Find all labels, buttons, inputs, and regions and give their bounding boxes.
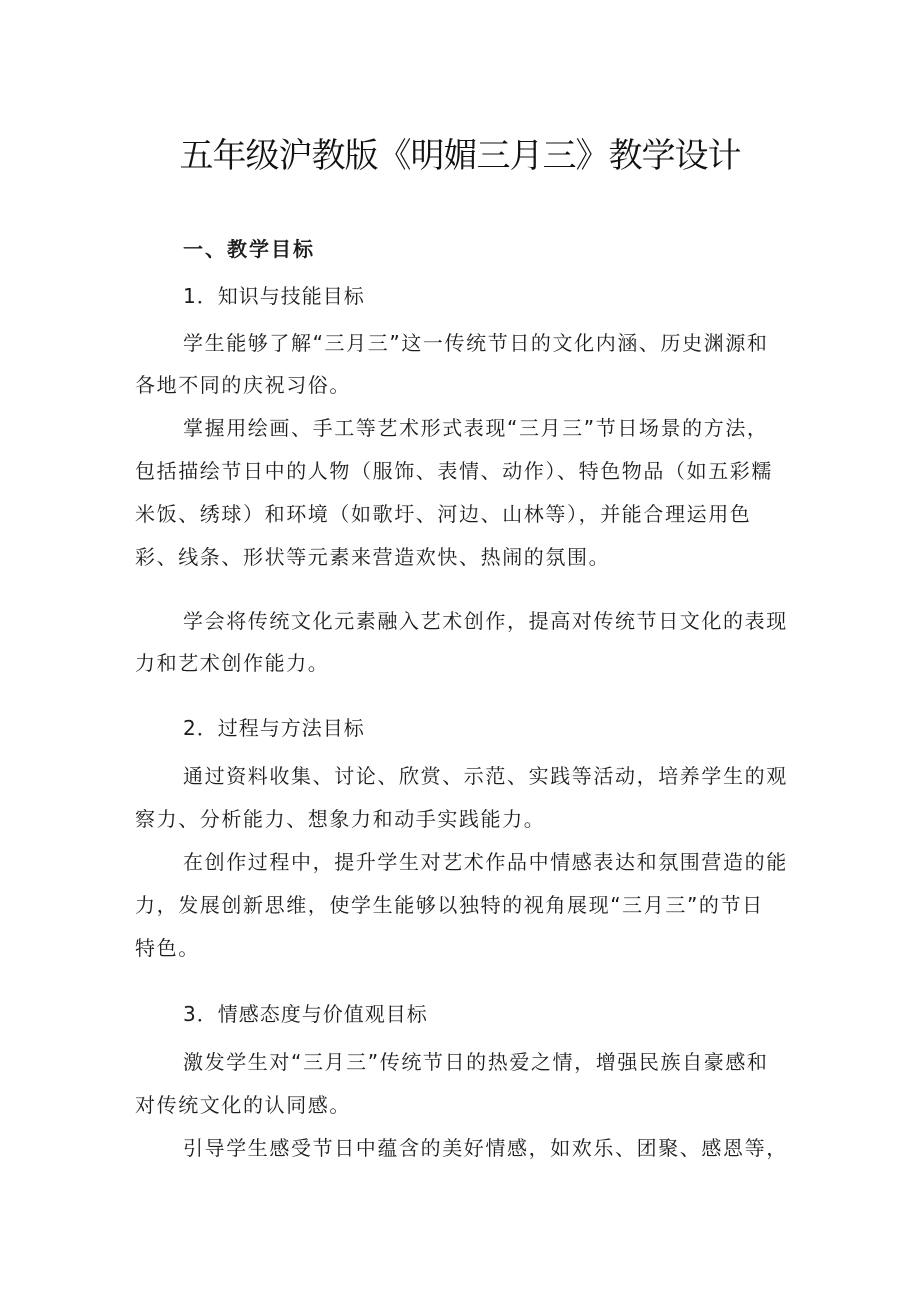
paragraph-line: 米饭、绣球）和环境（如歌圩、河边、山林等），并能合理运用色 (135, 502, 752, 526)
subsection-heading-knowledge-skills: 1．知识与技能目标 (183, 284, 365, 308)
paragraph-line: 力，发展创新思维，使学生能够以独特的视角展现“三月三”的节日 (135, 893, 764, 917)
subsection-heading-emotional-values: 3．情感态度与价值观目标 (183, 1002, 428, 1026)
paragraph-line: 各地不同的庆祝习俗。 (135, 373, 351, 397)
paragraph-line: 学生能够了解“三月三”这一传统节日的文化内涵、历史渊源和 (183, 331, 769, 355)
paragraph-line: 激发学生对“三月三”传统节日的热爱之情，增强民族自豪感和 (183, 1050, 769, 1074)
paragraph-line: 在创作过程中，提升学生对艺术作品中情感表达和氛围营造的能 (183, 850, 788, 874)
paragraph-line: 彩、线条、形状等元素来营造欢快、热闹的氛围。 (135, 545, 611, 569)
subsection-heading-process-methods: 2．过程与方法目标 (183, 716, 365, 740)
paragraph-line: 特色。 (135, 936, 200, 960)
paragraph-line: 通过资料收集、讨论、欣赏、示范、实践等活动，培养学生的观 (183, 764, 788, 788)
paragraph-line: 引导学生感受节日中蕴含的美好情感，如欢乐、团聚、感恩等， (183, 1136, 788, 1160)
paragraph-line: 包括描绘节日中的人物（服饰、表情、动作）、特色物品（如五彩糯 (135, 459, 773, 483)
paragraph-line: 对传统文化的认同感。 (135, 1093, 351, 1117)
paragraph-line: 察力、分析能力、想象力和动手实践能力。 (135, 807, 546, 831)
section-heading-teaching-goals: 一、教学目标 (183, 237, 315, 261)
paragraph-line: 掌握用绘画、手工等艺术形式表现“三月三”节日场景的方法， (183, 416, 769, 440)
paragraph-line: 力和艺术创作能力。 (135, 651, 330, 675)
paragraph-line: 学会将传统文化元素融入艺术创作，提高对传统节日文化的表现 (183, 609, 788, 633)
document-title: 五年级沪教版《明媚三月三》教学设计 (179, 136, 741, 176)
